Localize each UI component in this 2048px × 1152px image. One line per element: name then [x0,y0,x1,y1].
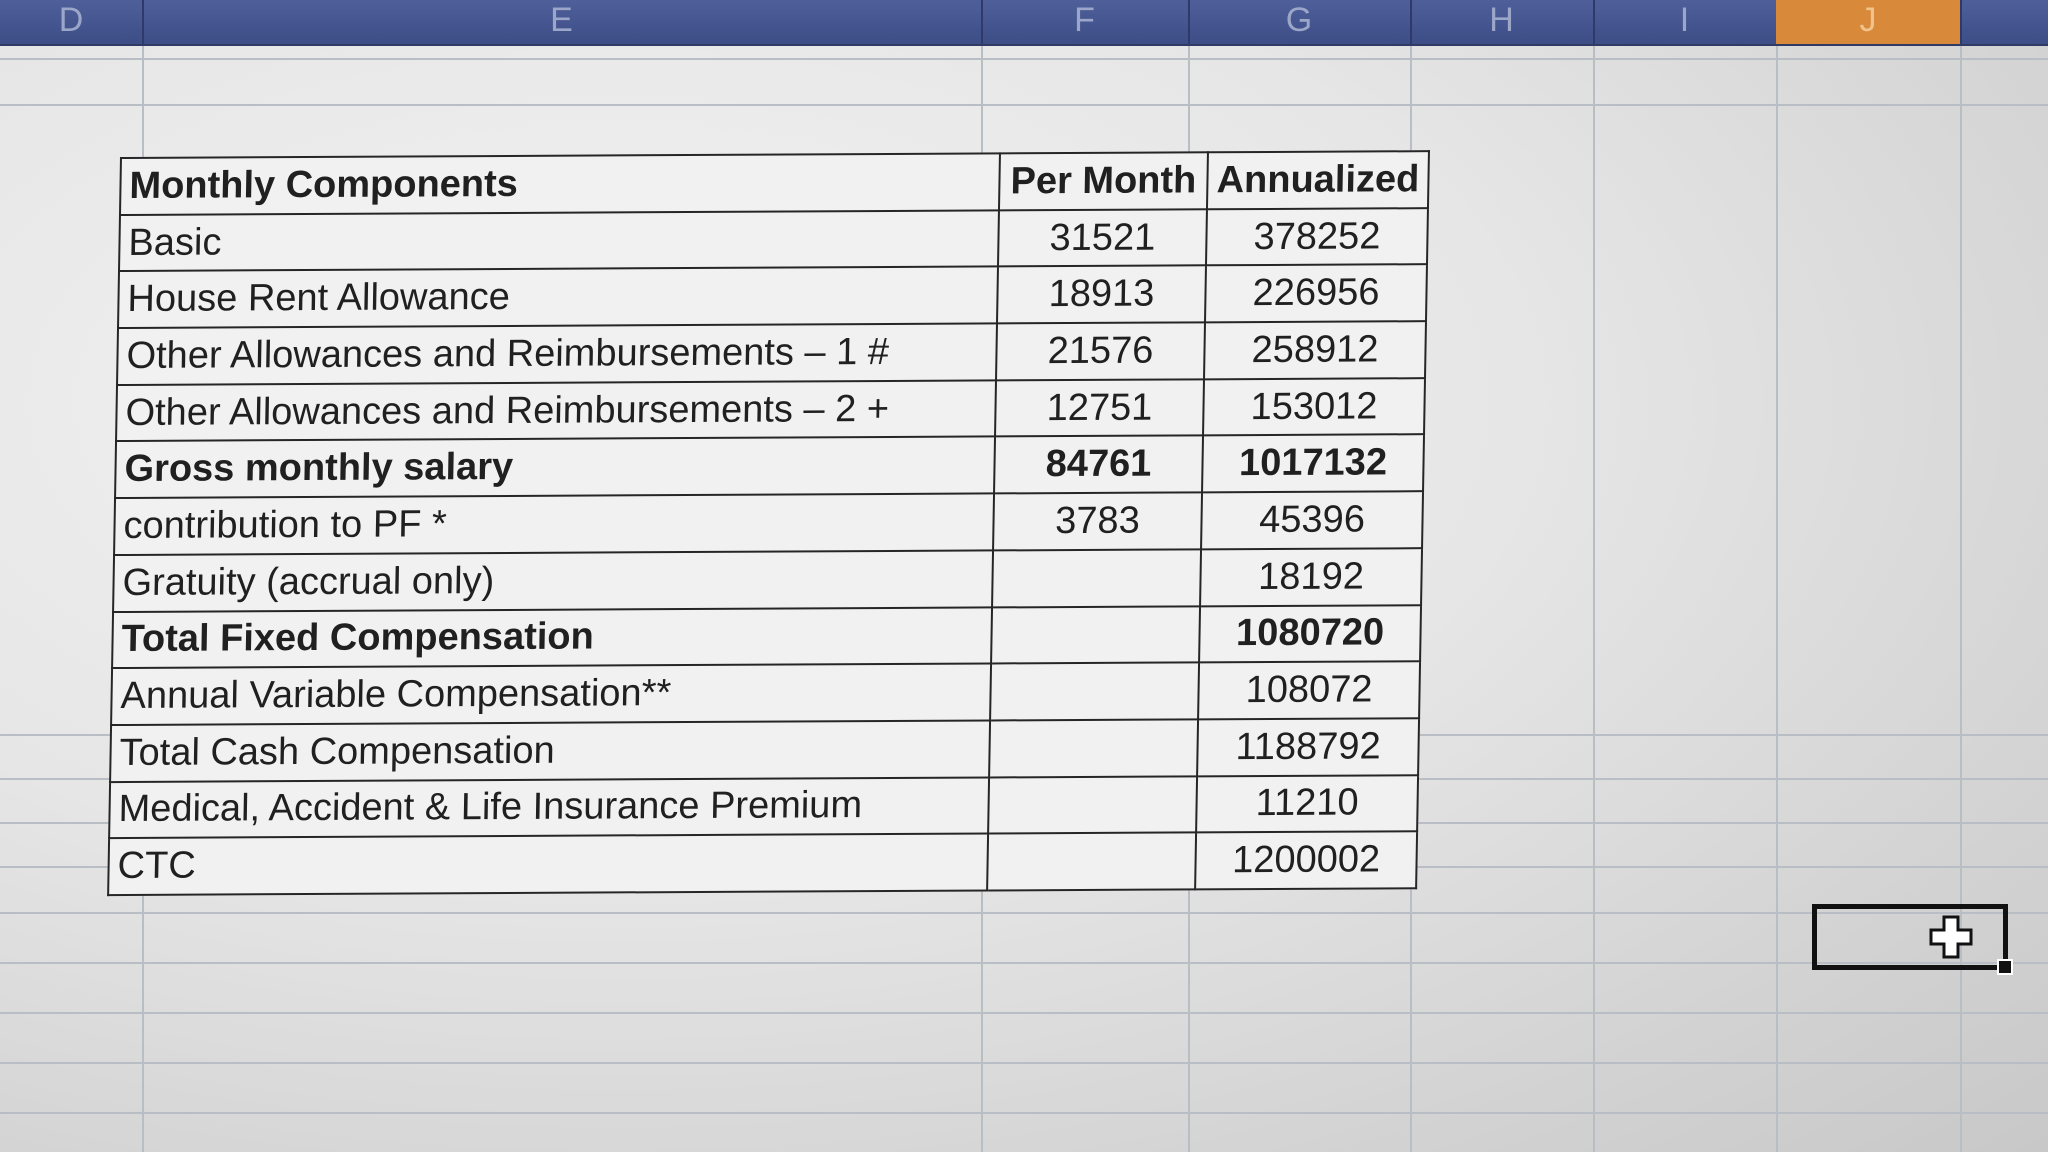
cell-label[interactable]: CTC [108,834,988,895]
cell-annualized[interactable]: 226956 [1205,265,1427,323]
cell-label[interactable]: House Rent Allowance [118,267,998,328]
gridline [1960,40,1962,1152]
plus-cursor-icon [1928,914,1974,960]
cell-annualized[interactable]: 258912 [1204,321,1426,379]
cell-label[interactable]: Annual Variable Compensation** [111,664,991,725]
gridline [0,1012,2048,1014]
cell-label[interactable]: Total Cash Compensation [110,720,990,781]
cell-per-month[interactable]: 18913 [997,266,1206,324]
column-header-h[interactable]: H [1410,0,1595,44]
cell-label[interactable]: Other Allowances and Reimbursements – 1 # [117,323,997,384]
column-header-e[interactable]: E [142,0,983,44]
cell-per-month[interactable]: 31521 [998,209,1207,267]
cell-label[interactable]: Basic [119,210,999,271]
compensation-table [107,150,1430,896]
table-row [109,775,1418,839]
table-row [110,718,1419,782]
cell-annualized[interactable]: 1080720 [1199,605,1421,663]
cell-annualized[interactable]: 153012 [1203,378,1425,436]
table-row [112,605,1421,669]
table-row [117,321,1426,385]
table-row [118,265,1427,329]
selected-cell[interactable] [1812,904,2008,970]
cell-per-month[interactable] [991,606,1200,664]
table-row [108,831,1417,895]
column-header-j[interactable]: J [1776,0,1962,44]
cell-per-month[interactable]: 3783 [993,492,1202,550]
cell-annualized[interactable]: 1200002 [1195,831,1417,889]
cell-annualized[interactable]: 1188792 [1197,718,1419,776]
table-row [119,208,1428,272]
cell-per-month[interactable] [989,719,1198,777]
gridline [1776,40,1778,1152]
cell-annualized[interactable]: 1017132 [1202,435,1424,493]
table-row [114,491,1423,555]
cell-annualized[interactable]: 378252 [1206,208,1428,266]
fill-handle[interactable] [1997,959,2013,975]
table-row [116,378,1425,442]
cell-per-month[interactable] [992,549,1201,607]
cell-label[interactable]: contribution to PF * [114,494,994,555]
column-header-i[interactable]: I [1593,0,1778,44]
table-row [113,548,1422,612]
table-header-row [120,151,1429,215]
column-header-f[interactable]: F [981,0,1190,44]
gridline [1593,40,1595,1152]
cell-label[interactable]: Total Fixed Compensation [112,607,992,668]
gridline [0,104,2048,106]
gridline [0,962,2048,964]
gridline [0,58,2048,60]
cell-label[interactable]: Gratuity (accrual only) [113,550,993,611]
cell-label[interactable]: Medical, Accident & Life Insurance Premium [109,777,989,838]
cell-annualized[interactable]: 108072 [1198,661,1420,719]
column-header-bar [0,0,2048,46]
header-cell-per-month[interactable]: Per Month [999,152,1208,210]
cell-per-month[interactable] [990,663,1199,721]
cell-annualized[interactable]: 18192 [1200,548,1422,606]
column-header-g[interactable]: G [1188,0,1412,44]
header-cell-annualized[interactable]: Annualized [1207,151,1429,209]
cell-per-month[interactable]: 84761 [994,436,1203,494]
table-row [111,661,1420,725]
cell-per-month[interactable] [987,833,1196,891]
gridline [0,1112,2048,1114]
gridline [0,1062,2048,1064]
column-header-d[interactable]: D [0,0,144,44]
cell-per-month[interactable]: 21576 [996,322,1205,380]
gridline [0,912,2048,914]
cell-annualized[interactable]: 45396 [1201,491,1423,549]
cell-label[interactable]: Gross monthly salary [115,437,995,498]
cell-label[interactable]: Other Allowances and Reimbursements – 2 + [116,380,996,441]
cell-annualized[interactable]: 11210 [1196,775,1418,833]
table-row [115,435,1424,499]
header-cell-components[interactable]: Monthly Components [120,153,1000,214]
cell-per-month[interactable]: 12751 [995,379,1204,437]
cell-per-month[interactable] [988,776,1197,834]
